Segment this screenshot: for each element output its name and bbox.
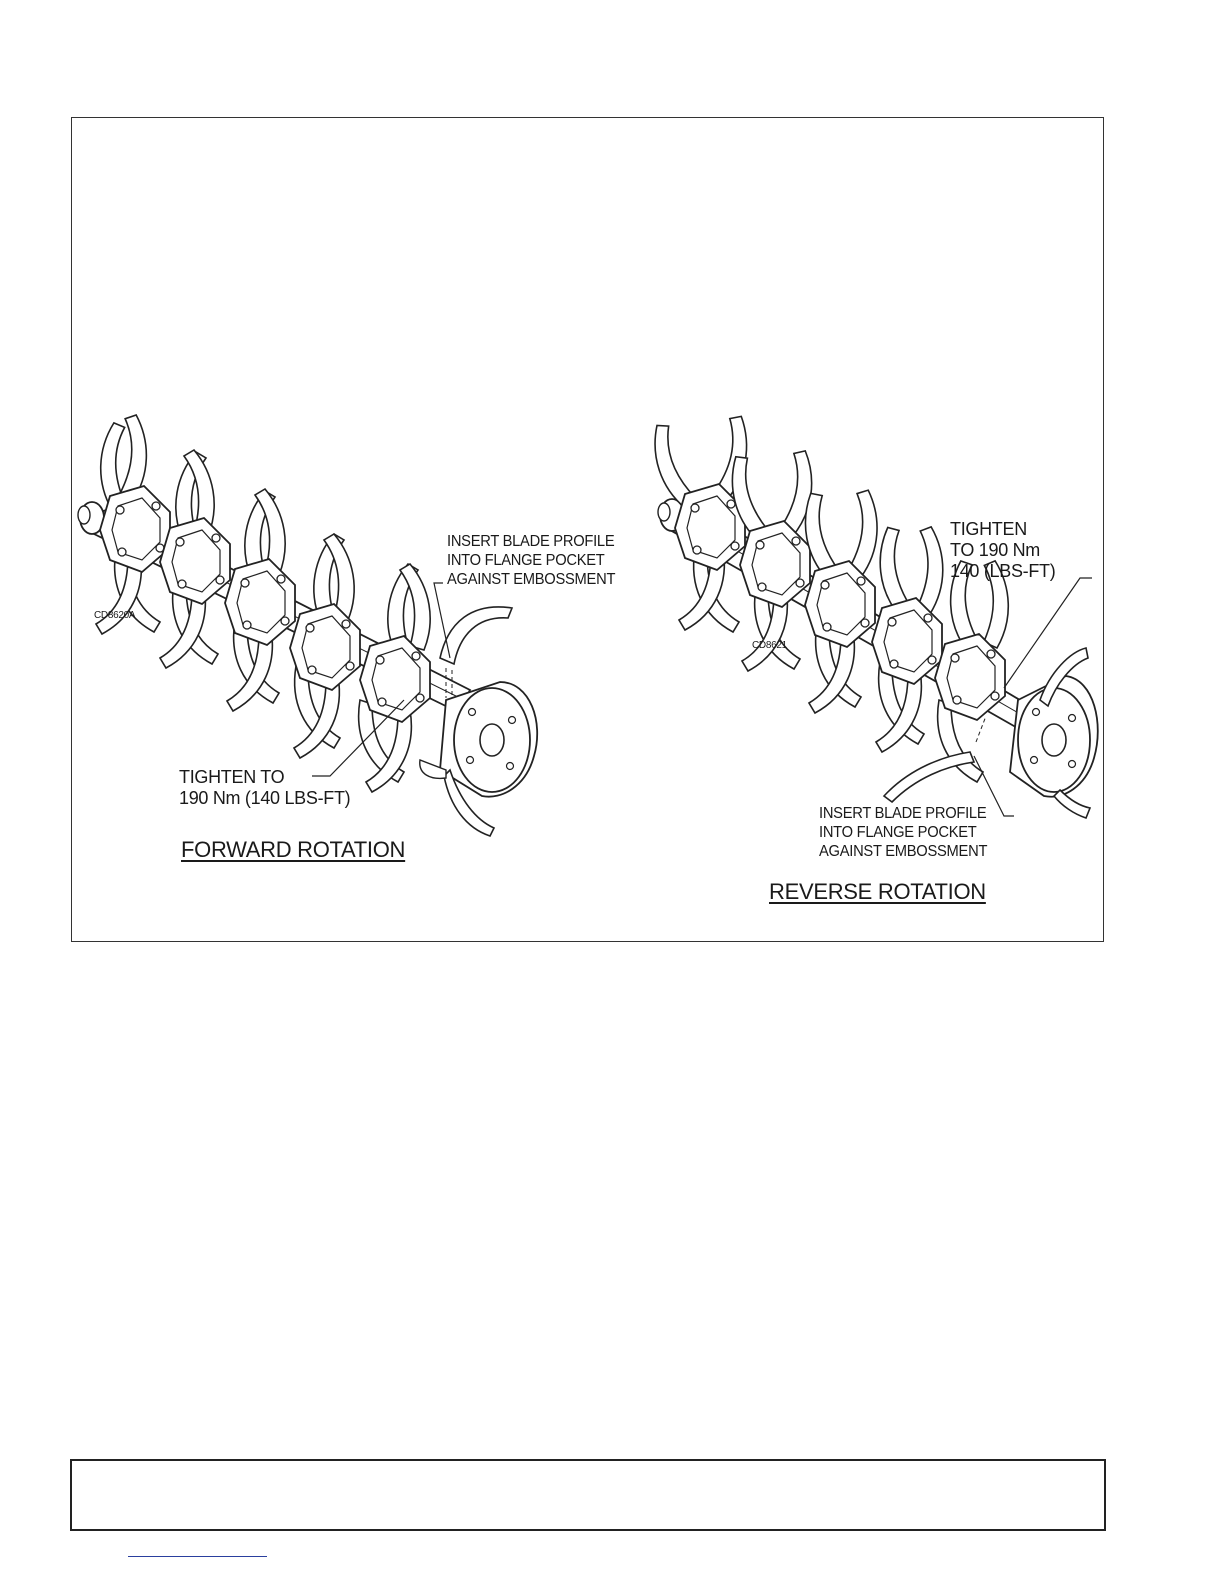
forward-insert-line-3: AGAINST EMBOSSMENT	[447, 571, 616, 588]
forward-insert-line-2: INTO FLANGE POCKET	[447, 552, 605, 569]
reverse-drawing-code: CD8621	[752, 640, 787, 651]
forward-rotation-title: FORWARD ROTATION	[181, 837, 406, 862]
reverse-tighten-line-2: TO 190 Nm	[950, 540, 1040, 560]
note-box	[70, 1459, 1106, 1531]
reverse-rotor-drawing	[639, 413, 1098, 818]
forward-tighten-callout	[179, 767, 350, 809]
reverse-insert-line-3: AGAINST EMBOSSMENT	[819, 843, 988, 860]
footer-link-rule[interactable]	[128, 1556, 267, 1557]
reverse-tighten-line-1: TIGHTEN	[950, 519, 1027, 539]
forward-insert-callout	[447, 532, 615, 589]
reverse-tighten-line-3: 140 (LBS-FT)	[950, 561, 1056, 581]
forward-tighten-line-2: 190 Nm (140 LBS-FT)	[179, 788, 351, 808]
reverse-tighten-callout	[950, 519, 1055, 582]
reverse-insert-line-1: INSERT BLADE PROFILE	[819, 805, 987, 822]
forward-drawing-code: CD8620A	[94, 610, 136, 621]
reverse-insert-line-2: INTO FLANGE POCKET	[819, 824, 977, 841]
reverse-insert-callout	[819, 804, 987, 861]
reverse-rotation-title: REVERSE ROTATION	[769, 879, 986, 904]
forward-tighten-line-1: TIGHTEN TO	[179, 767, 285, 787]
forward-insert-line-1: INSERT BLADE PROFILE	[447, 533, 615, 550]
